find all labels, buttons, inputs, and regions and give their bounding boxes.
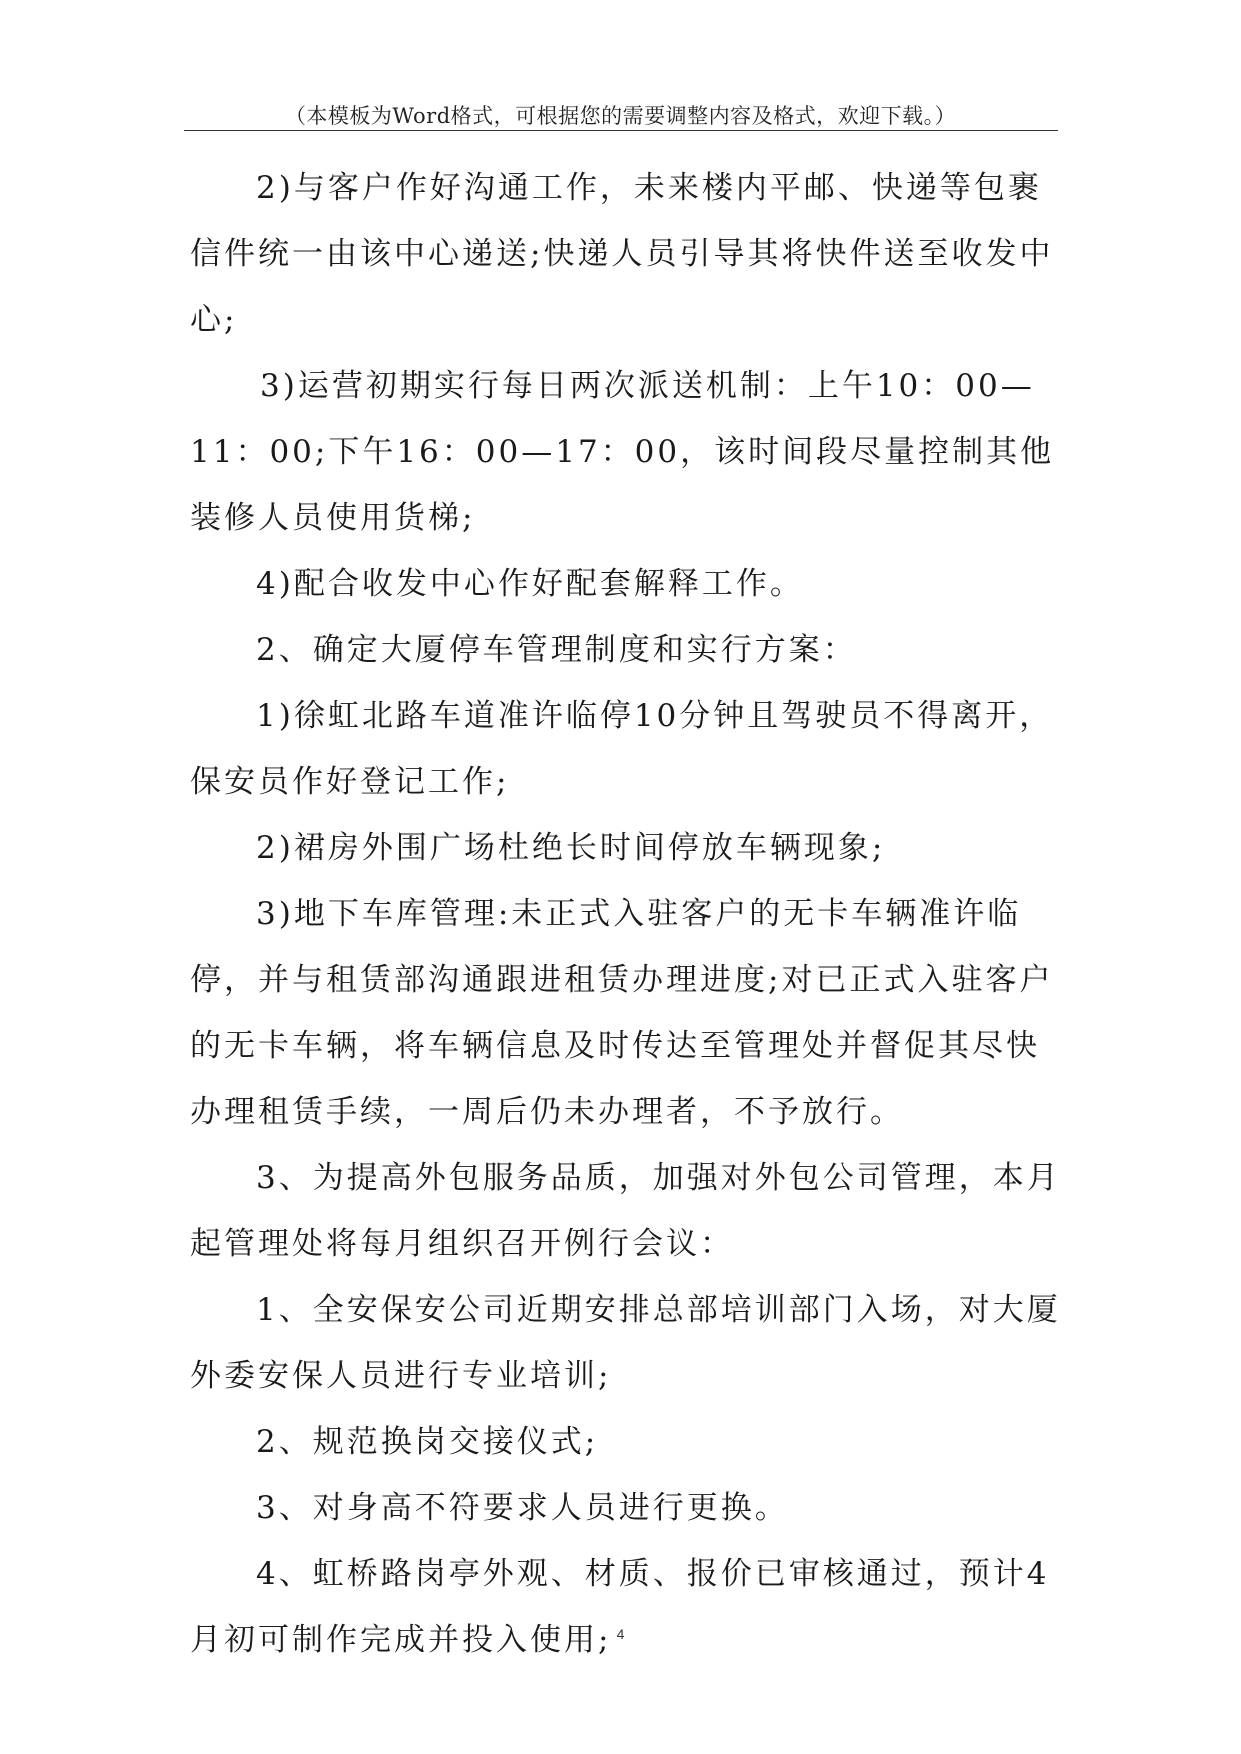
page-number: 4 <box>616 1626 625 1642</box>
paragraph-plaza-parking: 2)裙房外围广场杜绝长时间停放车辆现象; <box>256 830 886 866</box>
header-divider <box>184 130 1058 131</box>
paragraph-lane-parking: 1)徐虹北路车道准许临停10分钟且驾驶员不得离开，保安员作好登记工作; <box>190 698 1054 800</box>
paragraph-security-training: 1、全安保安公司近期安排总部培训部门入场，对大厦外委安保人员进行专业培训; <box>190 1292 1061 1394</box>
paragraph-shift-handover: 2、规范换岗交接仪式; <box>256 1424 599 1460</box>
paragraph-mail-delivery: 2)与客户作好沟通工作，未来楼内平邮、快递等包裹信件统一由该中心递送;快递人员引导其将快件送至收发中心; <box>190 170 1054 338</box>
paragraph-outsourcing-heading: 3、为提高外包服务品质，加强对外包公司管理，本月起管理处将每月组织召开例行会议： <box>190 1160 1061 1262</box>
paragraph-delivery-schedule: 3)运营初期实行每日两次派送机制：上午10：00—11：00;下午16：00—17：00，该时间段尽量控制其他装修人员使用货梯; <box>190 368 1055 536</box>
document-body <box>190 155 1070 1673</box>
paragraph-parking-plan-heading: 2、确定大厦停车管理制度和实行方案： <box>256 632 857 668</box>
paragraph-guard-booth: 4、虹桥路岗亭外观、材质、报价已审核通过，预计4月初可制作完成并投入使用; <box>190 1556 1050 1658</box>
paragraph-explanation-work: 4)配合收发中心作好配套解释工作。 <box>256 566 804 602</box>
paragraph-staff-replacement: 3、对身高不符要求人员进行更换。 <box>256 1490 789 1526</box>
template-notice: （本模板为Word格式，可根据您的需要调整内容及格式，欢迎下载。） <box>284 104 957 128</box>
paragraph-garage-management: 3)地下车库管理:未正式入驻客户的无卡车辆准许临停，并与租赁部沟通跟进租赁办理进度;对已正式入驻客户的无卡车辆，将车辆信息及时传达至管理处并督促其尽快办理租赁手续，一周后仍未办理者，不予放行。 <box>190 896 1054 1130</box>
